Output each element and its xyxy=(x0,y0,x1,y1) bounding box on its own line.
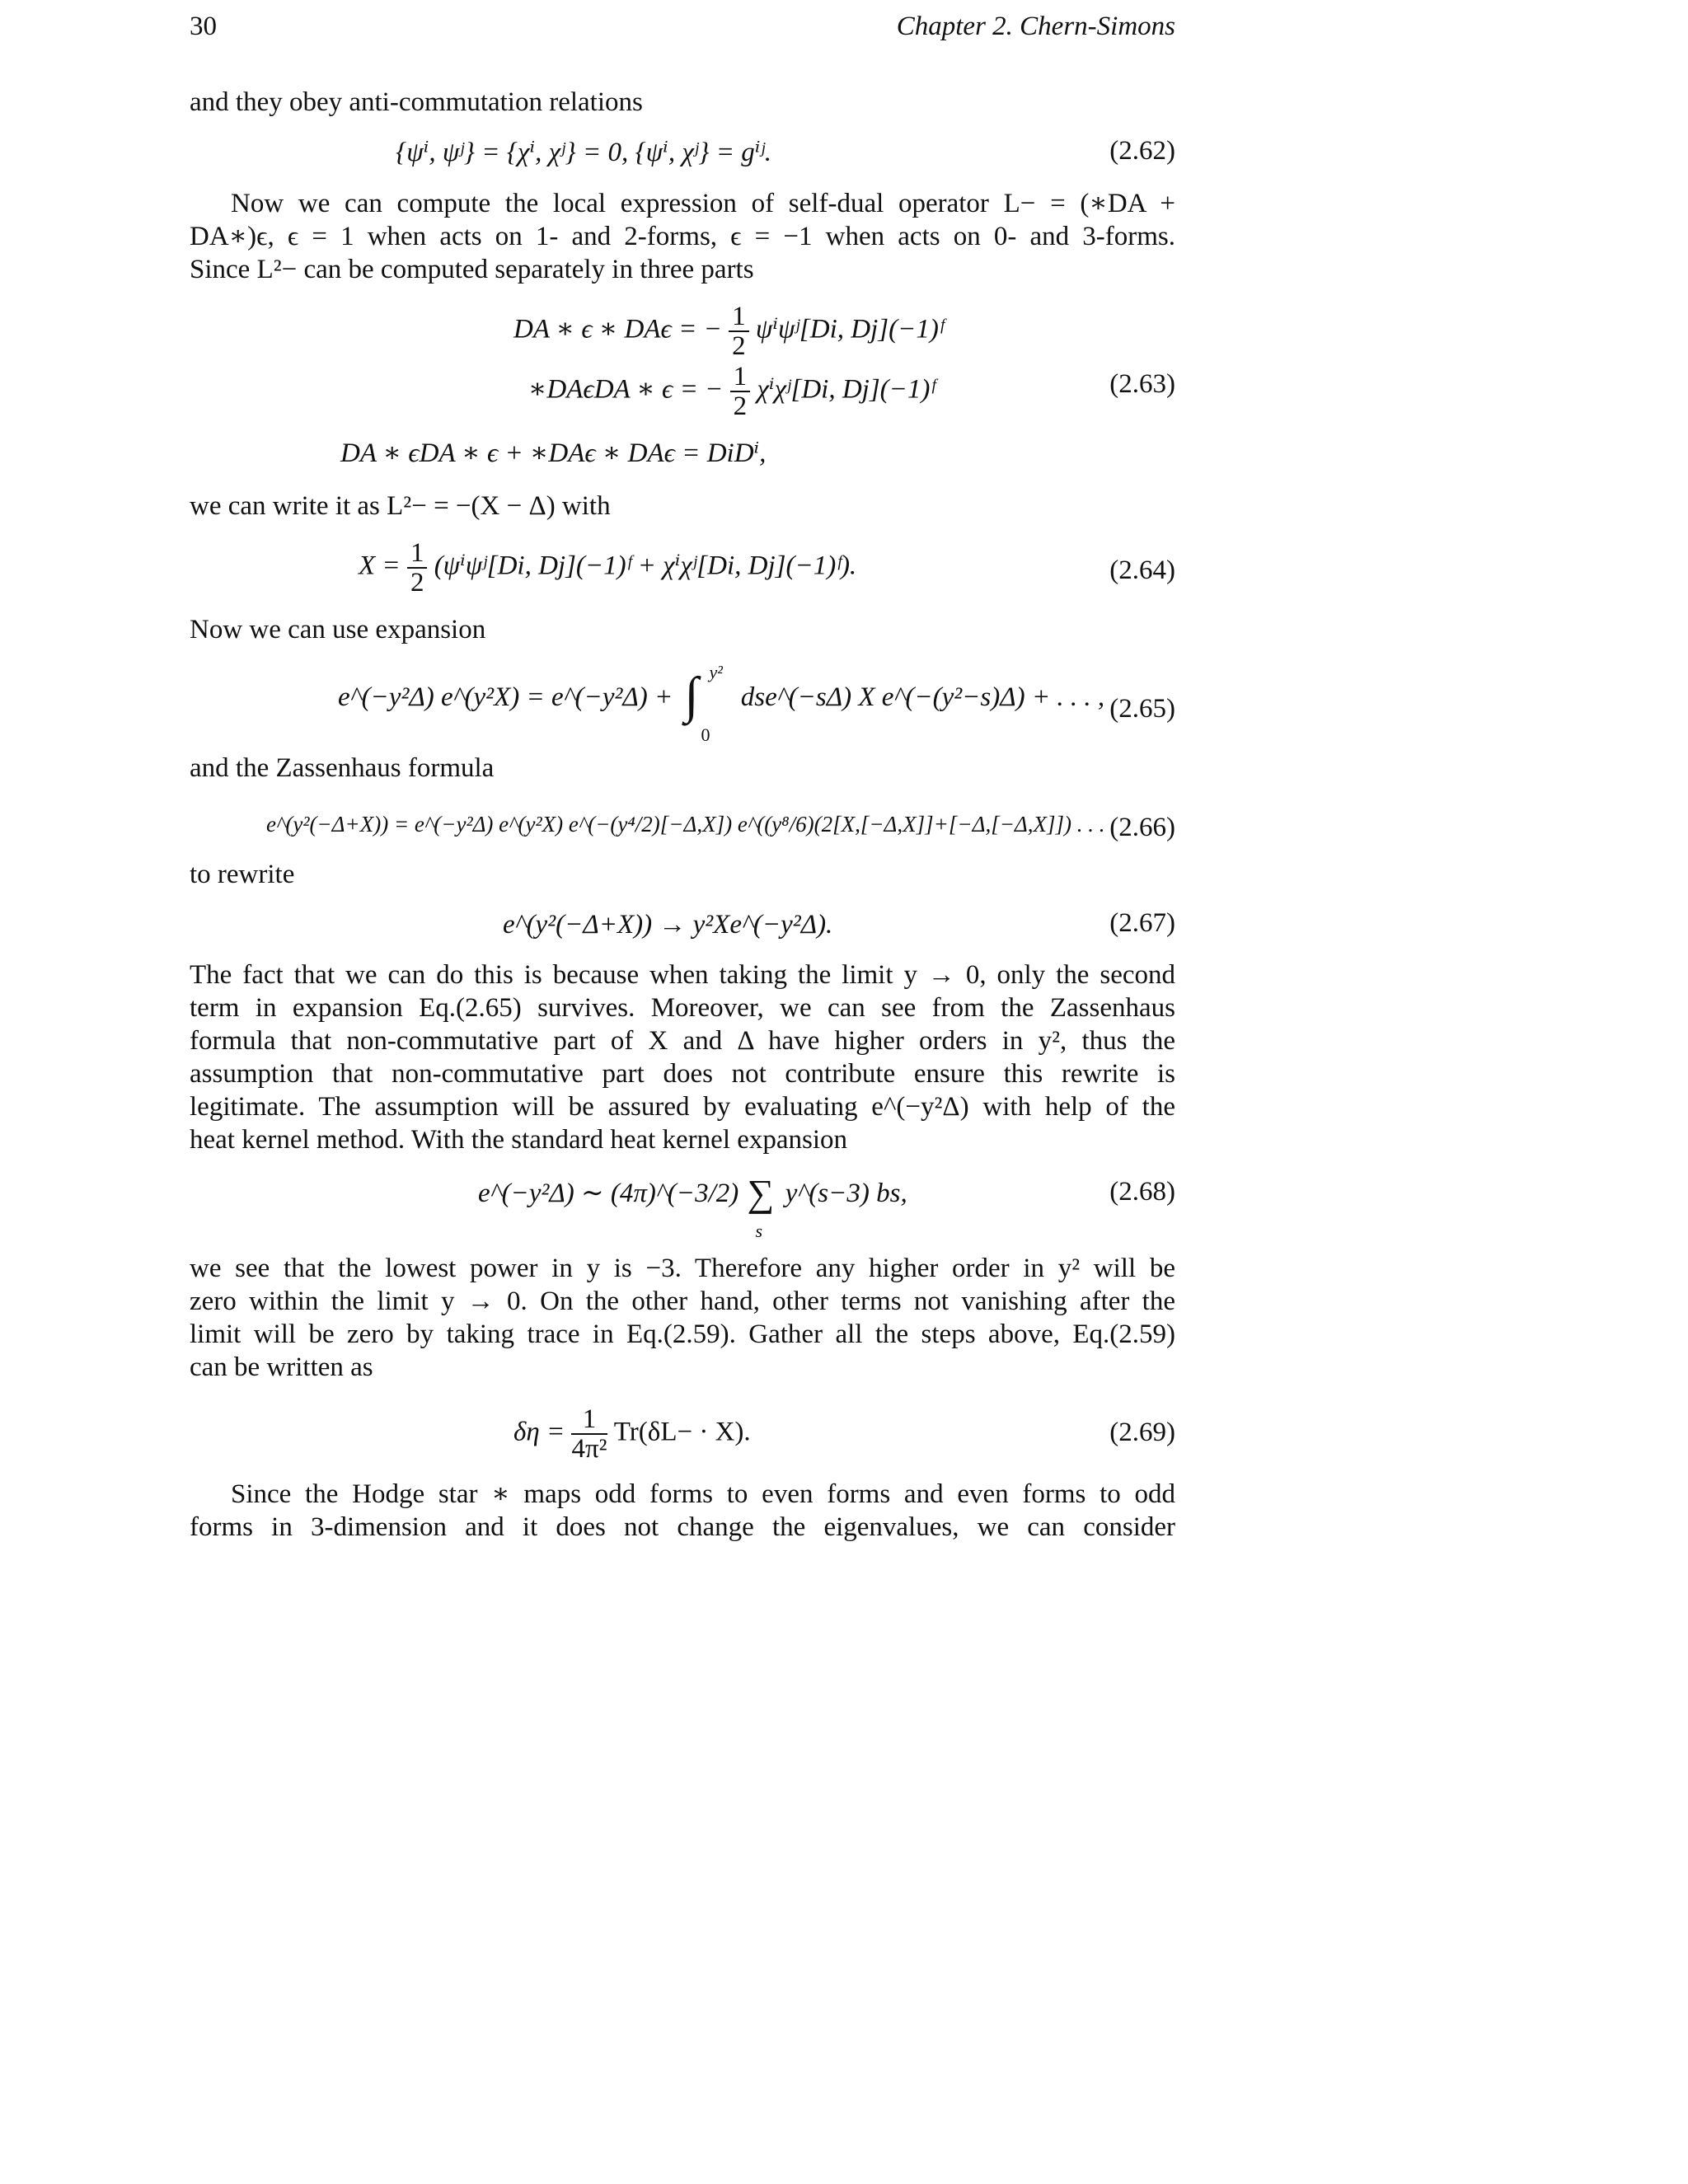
paragraph-line: we can write it as L²− = −(X − Δ) with xyxy=(190,491,611,521)
equation-number: (2.69) xyxy=(1109,1418,1175,1447)
equation-number: (2.65) xyxy=(1109,694,1175,724)
eq-lhs: X = xyxy=(359,551,401,581)
fraction-numerator: 1 xyxy=(729,302,749,332)
equation-number: (2.67) xyxy=(1109,908,1175,938)
paragraph-line: can be written as xyxy=(190,1352,373,1382)
eq-lhs: ∗DAϵDA ∗ ϵ = − xyxy=(528,374,724,405)
paragraph-line: Now we can use expansion xyxy=(190,615,486,644)
equation-number: (2.68) xyxy=(1109,1177,1175,1207)
eq-rhs: Tr(δL− · X). xyxy=(613,1417,751,1447)
paragraph-line: term in expansion Eq.(2.65) survives. Moreover, we can see from the Zassenhaus xyxy=(190,993,1175,1023)
paragraph-line: Since the Hodge star ∗ maps odd forms to even forms and even forms to odd xyxy=(231,1479,1175,1509)
paragraph-line: forms in 3-dimension and it does not change the eigenvalues, we can consider xyxy=(190,1512,1175,1542)
integral-glyph: ∫ xyxy=(684,668,699,724)
fraction-numerator: 1 xyxy=(407,539,428,569)
page-number: 30 xyxy=(190,12,217,41)
equation-2-63-line1 xyxy=(513,302,944,360)
integral-upper-limit: y² xyxy=(709,662,723,683)
eq-lhs: e^(−y²Δ) ∼ (4π)^(−3/2) xyxy=(478,1179,739,1208)
equation-2-68 xyxy=(478,1172,907,1242)
paragraph-line: The fact that we can do this is because when taking the limit y → 0, only the second xyxy=(190,960,1175,990)
summation-index: s xyxy=(755,1221,763,1242)
equation-number: (2.64) xyxy=(1109,555,1175,585)
integral-lower-limit: 0 xyxy=(701,724,710,746)
eq-lhs: e^(−y²Δ) e^(y²X) = e^(−y²Δ) + xyxy=(338,682,673,712)
fraction xyxy=(407,539,428,597)
equation-number: (2.63) xyxy=(1109,369,1175,399)
equation-2-63-line2 xyxy=(528,363,935,420)
paragraph-line: Since L²− can be computed separately in three parts xyxy=(190,255,754,284)
fraction xyxy=(729,302,749,360)
paragraph-line: and they obey anti-commutation relations xyxy=(190,87,643,117)
equation-2-62: {ψⁱ, ψʲ} = {χⁱ, χʲ} = 0, {ψⁱ, χʲ} = gⁱʲ. xyxy=(396,138,772,167)
paragraph-line: we see that the lowest power in y is −3. Therefore any higher order in y² will be xyxy=(190,1254,1175,1283)
paragraph-line: heat kernel method. With the standard heat kernel expansion xyxy=(190,1125,848,1155)
fraction xyxy=(730,363,751,420)
equation-2-65 xyxy=(338,662,1105,746)
paragraph-line: and the Zassenhaus formula xyxy=(190,753,495,783)
running-title: Chapter 2. Chern-Simons xyxy=(896,12,1175,41)
eq-rhs: (ψⁱψʲ[Di, Dj](−1)ᶠ + χⁱχʲ[Di, Dj](−1)ᶠ). xyxy=(434,551,857,581)
eq-lhs: DA ∗ ϵ ∗ DAϵ = − xyxy=(513,314,722,344)
summation-glyph: ∑ xyxy=(747,1172,775,1215)
paragraph-line: legitimate. The assumption will be assured by evaluating e^(−y²Δ) with help of the xyxy=(190,1092,1175,1122)
eq-rhs: y^(s−3) bs, xyxy=(785,1179,907,1208)
fraction-numerator: 1 xyxy=(730,363,751,392)
eq-rhs: ψⁱψʲ[Di, Dj](−1)ᶠ xyxy=(755,314,944,344)
equation-number: (2.62) xyxy=(1109,136,1175,166)
paragraph-line: zero within the limit y → 0. On the other hand, other terms not vanishing after the xyxy=(190,1286,1175,1316)
paragraph-line: formula that non-commutative part of X and Δ have higher orders in y², thus the xyxy=(190,1026,1175,1056)
equation-2-64 xyxy=(359,539,856,597)
fraction-denominator: 2 xyxy=(732,331,746,361)
equation-2-67: e^(y²(−Δ+X)) → y²Xe^(−y²Δ). xyxy=(503,910,833,940)
equation-2-69 xyxy=(513,1405,751,1463)
equation-2-66: e^(y²(−Δ+X)) = e^(−y²Δ) e^(y²X) e^(−(y⁴/2)[−Δ,X]) e^((y⁸/6)(2[X,[−Δ,X]]+[−Δ,[−Δ,X]]) . . . xyxy=(266,812,1105,837)
integral-sign xyxy=(679,662,734,746)
paragraph-line: assumption that non-commutative part does not contribute ensure this rewrite is xyxy=(190,1059,1175,1089)
fraction xyxy=(571,1405,607,1463)
equation-2-63-line3: DA ∗ ϵDA ∗ ϵ + ∗DAϵ ∗ DAϵ = DiDⁱ, xyxy=(340,438,767,468)
equation-number: (2.66) xyxy=(1109,813,1175,842)
fraction-denominator: 4π² xyxy=(571,1434,607,1464)
summation-sign xyxy=(745,1172,778,1242)
fraction-numerator: 1 xyxy=(571,1405,607,1435)
fraction-denominator: 2 xyxy=(733,391,748,421)
paragraph-line: DA∗)ϵ, ϵ = 1 when acts on 1- and 2-forms, ϵ = −1 when acts on 0- and 3-forms. xyxy=(190,222,1175,251)
paragraph-line: to rewrite xyxy=(190,860,295,889)
eq-rhs: dse^(−sΔ) X e^(−(y²−s)Δ) + . . . , xyxy=(740,682,1105,712)
paragraph-line: Now we can compute the local expression of self-dual operator L− = (∗DA + xyxy=(231,189,1175,218)
eq-lhs: δη = xyxy=(513,1417,565,1447)
fraction-denominator: 2 xyxy=(410,568,424,598)
paragraph-line: limit will be zero by taking trace in Eq.(2.59). Gather all the steps above, Eq.(2.59) xyxy=(190,1319,1175,1349)
eq-rhs: χⁱχʲ[Di, Dj](−1)ᶠ xyxy=(757,374,935,405)
